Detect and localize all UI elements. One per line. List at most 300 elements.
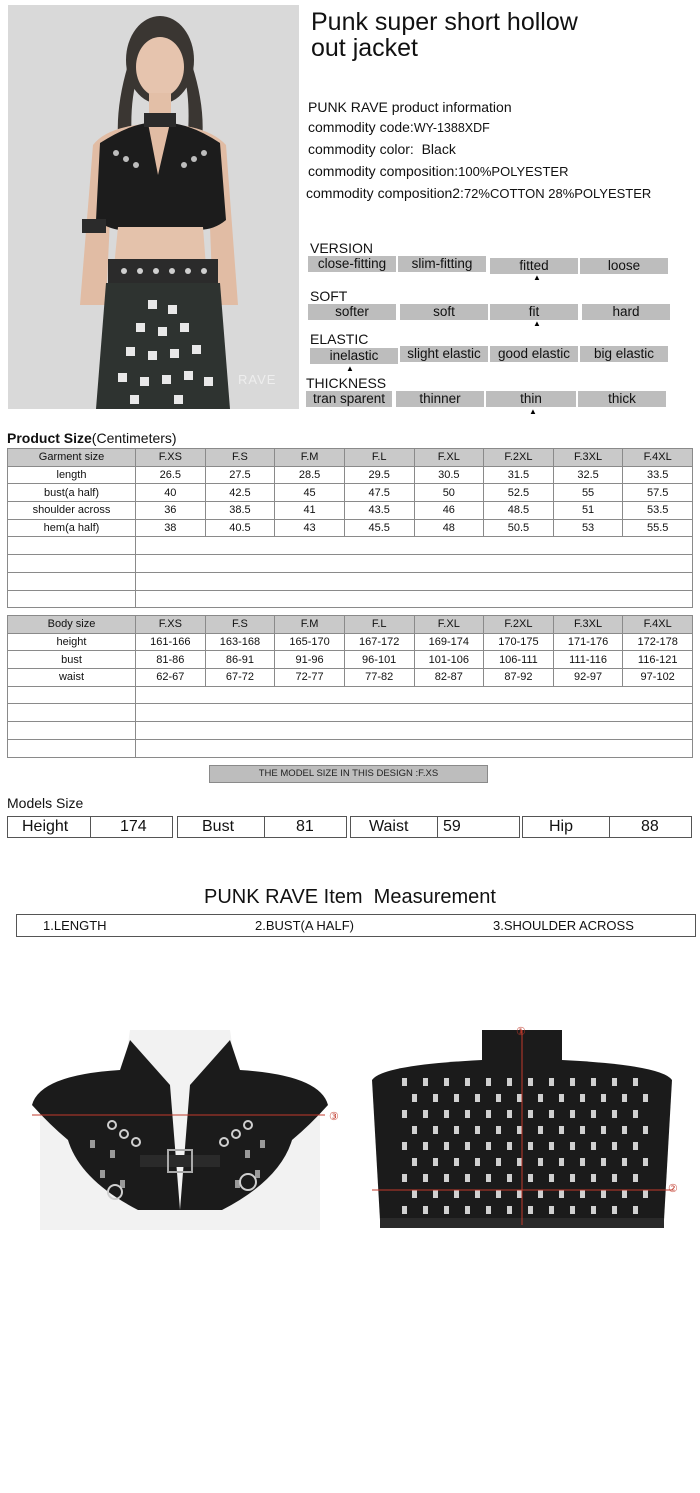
row-label: bust bbox=[8, 651, 136, 669]
table-row bbox=[8, 633, 693, 651]
table-cell: 52.5 bbox=[484, 484, 554, 502]
hollow-hole bbox=[475, 1094, 480, 1102]
header-cell: F.4XL bbox=[623, 449, 693, 467]
hollow-hole bbox=[591, 1206, 596, 1214]
table-cell: 53 bbox=[553, 519, 623, 537]
empty-row bbox=[8, 555, 693, 573]
header-cell: F.S bbox=[205, 449, 275, 467]
title-line-2: out jacket bbox=[311, 34, 419, 62]
hollow-hole bbox=[517, 1158, 522, 1166]
table-cell: 43 bbox=[275, 519, 345, 537]
table-cell: 81-86 bbox=[136, 651, 206, 669]
table-cell: 53.5 bbox=[623, 502, 693, 520]
table-cell: 27.5 bbox=[205, 466, 275, 484]
thickness-option: thick bbox=[578, 391, 666, 407]
hollow-hole bbox=[517, 1126, 522, 1134]
hollow-hole bbox=[538, 1126, 543, 1134]
hollow-hole bbox=[591, 1078, 596, 1086]
hollow-hole bbox=[412, 1190, 417, 1198]
model-hip-value: 88 bbox=[641, 818, 659, 835]
table-row bbox=[8, 484, 693, 502]
hollow-hole bbox=[517, 1190, 522, 1198]
row-label: height bbox=[8, 633, 136, 651]
hollow-hole bbox=[507, 1206, 512, 1214]
model-hip-label: Hip bbox=[549, 818, 574, 835]
table-cell: 57.5 bbox=[623, 484, 693, 502]
table-cell: 170-175 bbox=[484, 633, 554, 651]
table-cell: 48.5 bbox=[484, 502, 554, 520]
hollow-hole bbox=[402, 1206, 407, 1214]
hollow-hole bbox=[444, 1174, 449, 1182]
header-cell: F.L bbox=[344, 449, 414, 467]
empty-cell bbox=[136, 722, 693, 740]
table-cell: 50 bbox=[414, 484, 484, 502]
hollow-hole bbox=[591, 1174, 596, 1182]
row-label: waist bbox=[8, 669, 136, 687]
table-cell: 45 bbox=[275, 484, 345, 502]
hollow-hole bbox=[454, 1158, 459, 1166]
elastic-option: inelastic bbox=[310, 348, 398, 364]
hollow-hole bbox=[465, 1110, 470, 1118]
model-height-divider bbox=[90, 817, 91, 837]
hollow-hole bbox=[559, 1158, 564, 1166]
table-cell: 167-172 bbox=[344, 633, 414, 651]
composition-value: 100%POLYESTER bbox=[458, 164, 569, 179]
hollow-hole bbox=[580, 1158, 585, 1166]
table-cell: 111-116 bbox=[553, 651, 623, 669]
hollow-hole bbox=[433, 1094, 438, 1102]
hollow-hole bbox=[486, 1078, 491, 1086]
empty-cell bbox=[8, 739, 136, 757]
table-cell: 86-91 bbox=[205, 651, 275, 669]
hollow-hole bbox=[601, 1190, 606, 1198]
table-cell: 165-170 bbox=[275, 633, 345, 651]
thickness-option: thin bbox=[486, 391, 576, 407]
hollow-hole bbox=[507, 1142, 512, 1150]
hollow-hole bbox=[465, 1206, 470, 1214]
commodity-composition bbox=[308, 163, 568, 179]
table-cell: 47.5 bbox=[344, 484, 414, 502]
table-cell: 96-101 bbox=[344, 651, 414, 669]
hollow-hole bbox=[549, 1174, 554, 1182]
composition2-value: 72%COTTON 28%POLYESTER bbox=[463, 186, 652, 201]
empty-cell bbox=[8, 590, 136, 608]
elastic-scale bbox=[308, 346, 668, 362]
hollow-hole bbox=[643, 1158, 648, 1166]
hollow-hole bbox=[538, 1190, 543, 1198]
table-header-row bbox=[8, 616, 693, 634]
hollow-hole bbox=[580, 1126, 585, 1134]
marker-1: ① bbox=[516, 1026, 526, 1038]
table-cell: 82-87 bbox=[414, 669, 484, 687]
hollow-hole bbox=[412, 1094, 417, 1102]
hollow-hole bbox=[633, 1078, 638, 1086]
model-bust-divider bbox=[264, 817, 265, 837]
hollow-hole bbox=[643, 1094, 648, 1102]
hollow-hole bbox=[402, 1110, 407, 1118]
header-cell: F.2XL bbox=[484, 449, 554, 467]
empty-row bbox=[8, 722, 693, 740]
soft-option: fit bbox=[490, 304, 578, 320]
table-header-row bbox=[8, 449, 693, 467]
hollow-hole bbox=[612, 1206, 617, 1214]
hollow-hole bbox=[559, 1190, 564, 1198]
header-cell: F.4XL bbox=[623, 616, 693, 634]
table-cell: 28.5 bbox=[275, 466, 345, 484]
empty-cell bbox=[8, 686, 136, 704]
header-cell: Garment size bbox=[8, 449, 136, 467]
hollow-hole bbox=[412, 1126, 417, 1134]
row-label: bust(a half) bbox=[8, 484, 136, 502]
hollow-hole bbox=[444, 1206, 449, 1214]
info-heading: PUNK RAVE product information bbox=[308, 99, 512, 115]
table-cell: 67-72 bbox=[205, 669, 275, 687]
header-cell: F.XL bbox=[414, 616, 484, 634]
thickness-label: THICKNESS bbox=[306, 375, 387, 391]
empty-row bbox=[8, 739, 693, 757]
table-cell: 38.5 bbox=[205, 502, 275, 520]
empty-row bbox=[8, 704, 693, 722]
row-label: length bbox=[8, 466, 136, 484]
hollow-hole bbox=[475, 1126, 480, 1134]
row-label: hem(a half) bbox=[8, 519, 136, 537]
product-size-heading: Product Size bbox=[7, 430, 92, 446]
soft-scale bbox=[308, 304, 668, 320]
hollow-hole bbox=[433, 1190, 438, 1198]
hollow-hole bbox=[559, 1094, 564, 1102]
hollow-hole bbox=[475, 1190, 480, 1198]
hollow-hole bbox=[528, 1174, 533, 1182]
elastic-option: slight elastic bbox=[400, 346, 488, 362]
hollow-hole bbox=[423, 1142, 428, 1150]
hollow-hole bbox=[528, 1078, 533, 1086]
hollow-hole bbox=[643, 1126, 648, 1134]
color-label: commodity color: bbox=[308, 141, 414, 157]
hollow-hole bbox=[423, 1110, 428, 1118]
version-scale bbox=[308, 256, 668, 272]
table-cell: 26.5 bbox=[136, 466, 206, 484]
table-row bbox=[8, 502, 693, 520]
table-cell: 42.5 bbox=[205, 484, 275, 502]
empty-cell bbox=[136, 555, 693, 573]
hollow-hole bbox=[402, 1142, 407, 1150]
hollow-hole bbox=[591, 1110, 596, 1118]
hollow-hole bbox=[444, 1078, 449, 1086]
hollow-hole bbox=[549, 1142, 554, 1150]
table-cell: 106-111 bbox=[484, 651, 554, 669]
table-cell: 72-77 bbox=[275, 669, 345, 687]
table-row bbox=[8, 519, 693, 537]
header-cell: F.3XL bbox=[553, 616, 623, 634]
hollow-hole bbox=[454, 1190, 459, 1198]
model-bust-value: 81 bbox=[296, 818, 314, 835]
hollow-hole bbox=[570, 1078, 575, 1086]
measure-length: 1.LENGTH bbox=[43, 918, 107, 933]
table-cell: 41 bbox=[275, 502, 345, 520]
hollow-hole bbox=[633, 1142, 638, 1150]
title-line-1: Punk super short hollow bbox=[311, 8, 578, 36]
product-size-title bbox=[7, 430, 177, 446]
hollow-hole bbox=[507, 1110, 512, 1118]
table-cell: 77-82 bbox=[344, 669, 414, 687]
table-cell: 161-166 bbox=[136, 633, 206, 651]
table-cell: 31.5 bbox=[484, 466, 554, 484]
version-option: fitted bbox=[490, 258, 578, 274]
commodity-composition2 bbox=[306, 185, 651, 201]
hollow-hole bbox=[496, 1126, 501, 1134]
version-option: slim-fitting bbox=[398, 256, 486, 272]
hollow-hole bbox=[465, 1078, 470, 1086]
hollow-hole bbox=[559, 1126, 564, 1134]
hollow-hole bbox=[486, 1174, 491, 1182]
elastic-option: big elastic bbox=[580, 346, 668, 362]
model-hip-divider bbox=[609, 817, 610, 837]
header-cell: F.M bbox=[275, 616, 345, 634]
elastic-option: good elastic bbox=[490, 346, 578, 362]
hollow-hole bbox=[622, 1126, 627, 1134]
hollow-hole bbox=[507, 1078, 512, 1086]
model-waist-box bbox=[350, 816, 520, 838]
model-size-banner: THE MODEL SIZE IN THIS DESIGN :F.XS bbox=[209, 765, 488, 783]
hollow-hole bbox=[633, 1206, 638, 1214]
hollow-hole bbox=[601, 1126, 606, 1134]
thickness-marker-icon: ▲ bbox=[529, 407, 537, 416]
table-cell: 43.5 bbox=[344, 502, 414, 520]
hollow-hole bbox=[486, 1142, 491, 1150]
table-cell: 62-67 bbox=[136, 669, 206, 687]
hollow-hole bbox=[633, 1174, 638, 1182]
watermark: RAVE bbox=[238, 372, 277, 387]
hollow-hole bbox=[496, 1190, 501, 1198]
hollow-hole bbox=[465, 1142, 470, 1150]
hollow-hole bbox=[507, 1174, 512, 1182]
hollow-hole bbox=[538, 1094, 543, 1102]
header-cell: F.3XL bbox=[553, 449, 623, 467]
table-cell: 30.5 bbox=[414, 466, 484, 484]
jacket-back-photo bbox=[372, 1030, 672, 1230]
soft-label: SOFT bbox=[310, 288, 348, 304]
table-cell: 97-102 bbox=[623, 669, 693, 687]
table-cell: 101-106 bbox=[414, 651, 484, 669]
soft-option: softer bbox=[308, 304, 396, 320]
elastic-label: ELASTIC bbox=[310, 331, 369, 347]
hollow-hole bbox=[528, 1206, 533, 1214]
model-waist-label: Waist bbox=[369, 818, 409, 835]
table-cell: 32.5 bbox=[553, 466, 623, 484]
hollow-hole bbox=[601, 1158, 606, 1166]
thickness-option: thinner bbox=[396, 391, 484, 407]
empty-row bbox=[8, 686, 693, 704]
product-size-unit: (Centimeters) bbox=[91, 430, 177, 446]
jacket-front-photo bbox=[20, 1030, 340, 1230]
table-cell: 40.5 bbox=[205, 519, 275, 537]
hollow-hole bbox=[612, 1078, 617, 1086]
table-row bbox=[8, 669, 693, 687]
table-cell: 40 bbox=[136, 484, 206, 502]
soft-option: hard bbox=[582, 304, 670, 320]
empty-cell bbox=[8, 537, 136, 555]
empty-cell bbox=[8, 572, 136, 590]
table-cell: 38 bbox=[136, 519, 206, 537]
hollow-hole bbox=[570, 1142, 575, 1150]
hollow-hole bbox=[444, 1142, 449, 1150]
empty-row bbox=[8, 572, 693, 590]
measurement-legend bbox=[16, 914, 696, 937]
empty-cell bbox=[8, 555, 136, 573]
header-cell: F.XS bbox=[136, 449, 206, 467]
header-cell: F.S bbox=[205, 616, 275, 634]
hollow-hole bbox=[528, 1110, 533, 1118]
header-cell: F.2XL bbox=[484, 616, 554, 634]
elastic-marker-icon: ▲ bbox=[346, 364, 354, 373]
table-cell: 46 bbox=[414, 502, 484, 520]
version-option: close-fitting bbox=[308, 256, 396, 272]
table-cell: 33.5 bbox=[623, 466, 693, 484]
table-cell: 29.5 bbox=[344, 466, 414, 484]
hollow-hole bbox=[465, 1174, 470, 1182]
header-cell: F.M bbox=[275, 449, 345, 467]
hollow-hole bbox=[612, 1142, 617, 1150]
hollow-hole bbox=[580, 1190, 585, 1198]
table-cell: 55.5 bbox=[623, 519, 693, 537]
hollow-hole bbox=[402, 1078, 407, 1086]
hollow-hole bbox=[496, 1094, 501, 1102]
code-value: WY-1388XDF bbox=[413, 121, 490, 135]
measurement-title: PUNK RAVE Item Measurement bbox=[204, 886, 496, 908]
composition2-label: commodity composition2: bbox=[306, 185, 464, 201]
hollow-hole bbox=[549, 1110, 554, 1118]
header-cell: Body size bbox=[8, 616, 136, 634]
soft-option: soft bbox=[400, 304, 488, 320]
model-hip-box bbox=[522, 816, 692, 838]
product-title bbox=[311, 9, 691, 61]
model-waist-divider bbox=[437, 817, 438, 837]
measure-bust: 2.BUST(A HALF) bbox=[255, 918, 354, 933]
hollow-hole bbox=[528, 1142, 533, 1150]
empty-cell bbox=[136, 590, 693, 608]
hollow-hole bbox=[570, 1174, 575, 1182]
soft-marker-icon: ▲ bbox=[533, 319, 541, 328]
table-cell: 87-92 bbox=[484, 669, 554, 687]
table-cell: 91-96 bbox=[275, 651, 345, 669]
table-cell: 172-178 bbox=[623, 633, 693, 651]
model-height-label: Height bbox=[22, 818, 69, 835]
empty-row bbox=[8, 537, 693, 555]
version-option: loose bbox=[580, 258, 668, 274]
hollow-hole bbox=[454, 1094, 459, 1102]
models-size-label: Models Size bbox=[7, 795, 84, 811]
hollow-hole bbox=[622, 1190, 627, 1198]
empty-cell bbox=[8, 704, 136, 722]
hollow-hole bbox=[423, 1174, 428, 1182]
version-marker-icon: ▲ bbox=[533, 273, 541, 282]
marker-3: ③ bbox=[329, 1111, 339, 1123]
thickness-option: tran sparent bbox=[306, 391, 392, 407]
header-cell: F.XS bbox=[136, 616, 206, 634]
commodity-color bbox=[308, 141, 456, 157]
thickness-scale bbox=[306, 391, 666, 407]
hollow-hole bbox=[633, 1110, 638, 1118]
model-height-box bbox=[7, 816, 173, 838]
hollow-hole bbox=[444, 1110, 449, 1118]
model-bust-label: Bust bbox=[202, 818, 235, 835]
empty-cell bbox=[136, 686, 693, 704]
table-cell: 48 bbox=[414, 519, 484, 537]
hollow-hole bbox=[622, 1094, 627, 1102]
table-cell: 45.5 bbox=[344, 519, 414, 537]
model-height-value: 174 bbox=[120, 818, 147, 835]
hollow-hole bbox=[643, 1190, 648, 1198]
measure-shoulder: 3.SHOULDER ACROSS bbox=[493, 918, 634, 933]
header-cell: F.XL bbox=[414, 449, 484, 467]
empty-cell bbox=[136, 739, 693, 757]
empty-row bbox=[8, 590, 693, 608]
hollow-hole bbox=[549, 1206, 554, 1214]
hollow-hole bbox=[433, 1158, 438, 1166]
empty-cell bbox=[136, 537, 693, 555]
hollow-hole bbox=[580, 1094, 585, 1102]
table-cell: 36 bbox=[136, 502, 206, 520]
hollow-hole bbox=[402, 1174, 407, 1182]
body-size-table bbox=[7, 615, 693, 758]
table-cell: 163-168 bbox=[205, 633, 275, 651]
hollow-hole bbox=[570, 1110, 575, 1118]
hollow-hole bbox=[612, 1174, 617, 1182]
hollow-hole bbox=[454, 1126, 459, 1134]
model-bust-box bbox=[177, 816, 347, 838]
marker-2: ② bbox=[668, 1183, 678, 1195]
hollow-hole bbox=[612, 1110, 617, 1118]
empty-cell bbox=[136, 704, 693, 722]
hollow-hole bbox=[622, 1158, 627, 1166]
hollow-hole bbox=[591, 1142, 596, 1150]
table-cell: 92-97 bbox=[553, 669, 623, 687]
hollow-hole bbox=[475, 1158, 480, 1166]
header-cell: F.L bbox=[344, 616, 414, 634]
hollow-hole bbox=[517, 1094, 522, 1102]
hollow-hole bbox=[433, 1126, 438, 1134]
version-label: VERSION bbox=[310, 240, 374, 256]
table-cell: 51 bbox=[553, 502, 623, 520]
product-size-table bbox=[7, 448, 693, 608]
code-label: commodity code: bbox=[308, 119, 414, 135]
hollow-hole bbox=[423, 1078, 428, 1086]
hollow-hole bbox=[412, 1158, 417, 1166]
empty-cell bbox=[136, 572, 693, 590]
table-cell: 55 bbox=[553, 484, 623, 502]
table-row bbox=[8, 651, 693, 669]
model-photo bbox=[8, 5, 299, 409]
hollow-hole bbox=[601, 1094, 606, 1102]
color-value: Black bbox=[421, 141, 456, 157]
hollow-hole bbox=[570, 1206, 575, 1214]
commodity-code bbox=[308, 119, 490, 135]
hollow-hole bbox=[423, 1206, 428, 1214]
table-cell: 50.5 bbox=[484, 519, 554, 537]
table-cell: 116-121 bbox=[623, 651, 693, 669]
row-label: shoulder across bbox=[8, 502, 136, 520]
hollow-hole bbox=[549, 1078, 554, 1086]
model-waist-value: 59 bbox=[443, 818, 461, 835]
table-cell: 169-174 bbox=[414, 633, 484, 651]
hollow-hole bbox=[486, 1110, 491, 1118]
table-row bbox=[8, 466, 693, 484]
hollow-hole bbox=[538, 1158, 543, 1166]
hollow-hole bbox=[486, 1206, 491, 1214]
table-cell: 171-176 bbox=[553, 633, 623, 651]
hollow-hole bbox=[496, 1158, 501, 1166]
composition-label: commodity composition: bbox=[308, 163, 459, 179]
